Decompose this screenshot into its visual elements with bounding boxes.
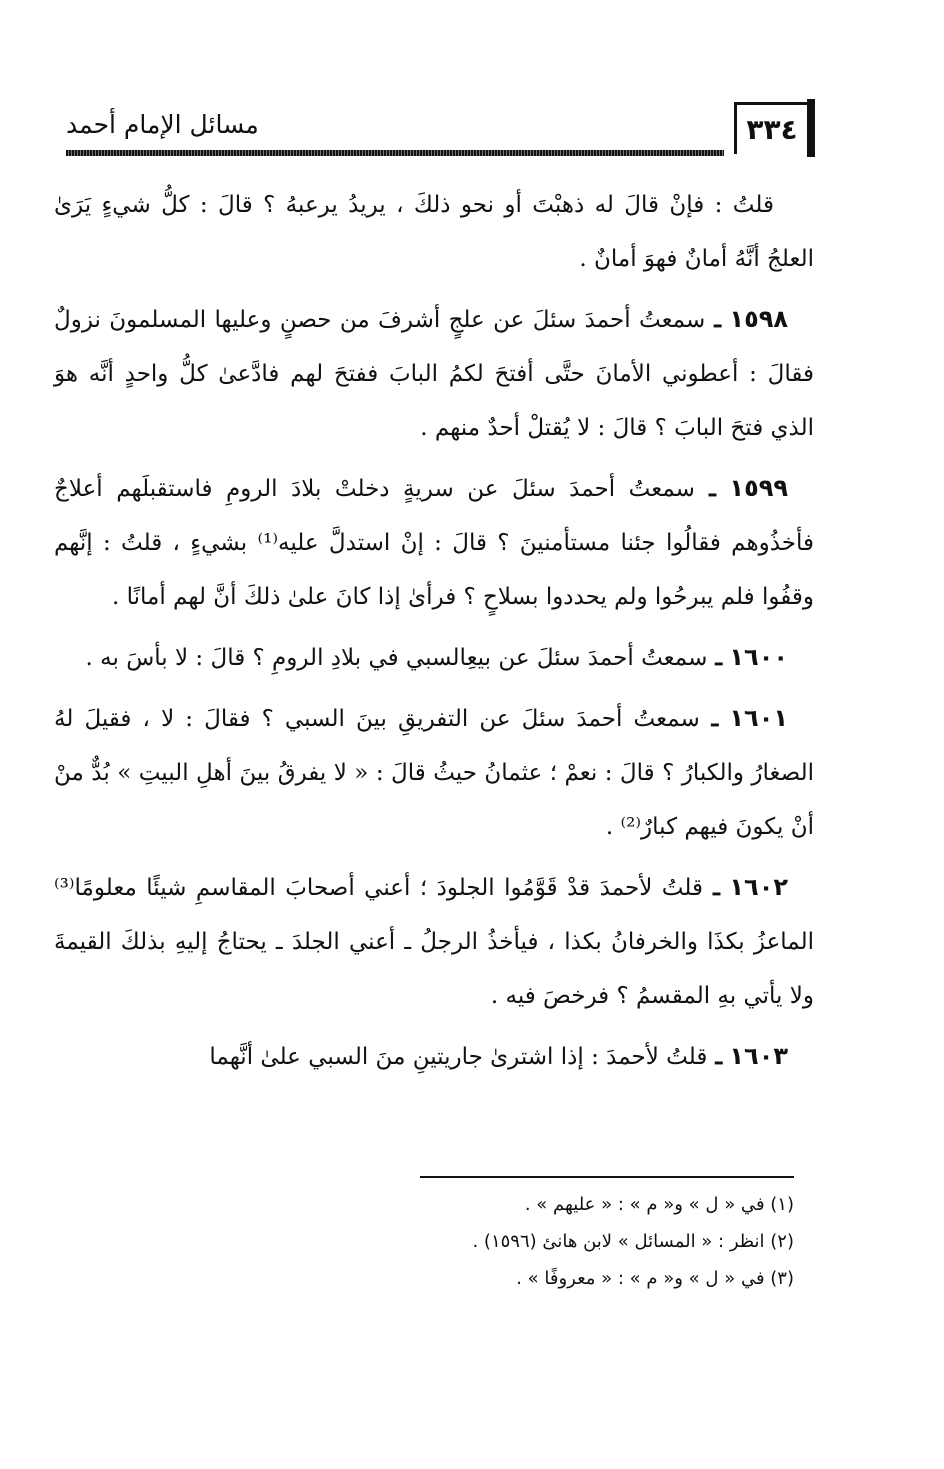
paragraph-dash: ـ [694,475,716,502]
header-rule [66,150,724,156]
body-text [54,178,814,1090]
paragraph-text: قلتُ لأحمدَ قدْ قَوَّمُوا الجلودَ ؛ أعني أصحابَ المقاسمِ شيئًا معلومًا⁽³⁾ الماعزُ بكذَا والخرفانُ بكذا ، فيأخذُ الرجلُ ـ أعني الجلدَ ـ يحتاجُ إليهِ بذلكَ القيمةَ ولا يأتي بهِ المقسمُ ؟ فرخصَ فيه . [54,875,814,1009]
page-number: ٣٣٤ [734,102,810,154]
paragraph-text: سمعتُ أحمدَ سئلَ عن بيعِالسبي في بلادِ الرومِ ؟ قالَ : لا بأسَ به . [85,645,708,671]
paragraph-dash: ـ [699,705,719,732]
numbered-paragraph [54,630,814,685]
paragraph-number: ١٦٠٢ [729,873,788,901]
running-title: مسائل الإمام أحمد [66,110,259,139]
paragraph-number: ١٦٠١ [729,704,788,732]
paragraph-dash: ـ [707,644,723,671]
paragraph [54,178,814,286]
numbered-paragraph [54,860,814,1023]
paragraph-text: سمعتُ أحمدَ سئلَ عن سريةٍ دخلتْ بلادَ الرومِ فاستقبلَهم أعلاجٌ فأخذُوهم فقالُوا جئنا مستأمنينَ ؟ قالَ : إنْ استدلَّ عليه⁽¹⁾ بشيءٍ ، قلتُ : إنَّهم وقفُوا فلم يبرحُوا ولم يحددوا بسلاحٍ ؟ فرأىٰ إذا كانَ علىٰ ذلكَ أنَّ لهم أمانًا . [54,476,814,610]
paragraph-dash: ـ [703,874,720,901]
numbered-paragraph [54,1029,814,1084]
page-header [66,98,810,160]
footnote-rule [420,1176,794,1178]
paragraph-dash: ـ [707,1043,723,1070]
numbered-paragraph [54,461,814,624]
paragraph-text: قلتُ : فإنْ قالَ له ذهبْتَ أو نحو ذلكَ ، يريدُ يرعبهُ ؟ قالَ : كلُّ شيءٍ يَرَىٰ العلجُ أنَّهُ أمانٌ فهوَ أمانٌ . [54,192,814,272]
paragraph-text: قلتُ لأحمدَ : إذا اشترىٰ جاريتينِ منَ السبي علىٰ أنَّهما [209,1044,708,1070]
numbered-paragraph [54,691,814,854]
paragraph-number: ١٥٩٩ [729,474,789,502]
paragraph-number: ١٦٠٠ [729,643,788,671]
paragraph-text: سمعتُ أحمدَ سئلَ عن علجٍ أشرفَ من حصنٍ وعليها المسلمونَ نزولٌ فقالَ : أعطوني الأمانَ حتَّى أفتحَ لكمُ البابَ ففتحَ لهم فادَّعىٰ كلُّ واحدٍ أنَّه هوَ الذي فتحَ البابَ ؟ قالَ : لا يُقتلْ أحدٌ منهم . [54,307,814,441]
paragraph-number: ١٦٠٣ [729,1042,788,1070]
paragraph-dash: ـ [705,306,722,333]
footnote: (٢) انظر : « المسائل » لابن هانئ (١٥٩٦) . [472,1231,794,1252]
paragraph-number: ١٥٩٨ [729,305,789,333]
footnotes [274,1186,794,1297]
footnote: (٣) في « ل » و« م » : « معروفًا » . [516,1268,794,1289]
paragraph-text: سمعتُ أحمدَ سئلَ عن التفريقِ بينَ السبي ؟ فقالَ : لا ، فقيلَ لهُ الصغارُ والكبارُ ؟ قالَ : نعمْ ؛ عثمانُ حيثُ قالَ : « لا يفرقُ بينَ أهلِ البيتِ » بُدٌّ منْ أنْ يكونَ فيهم كبارٌ⁽²⁾ . [54,706,814,840]
footnote: (١) في « ل » و« م » : « عليهم » . [524,1194,794,1215]
numbered-paragraph [54,292,814,455]
